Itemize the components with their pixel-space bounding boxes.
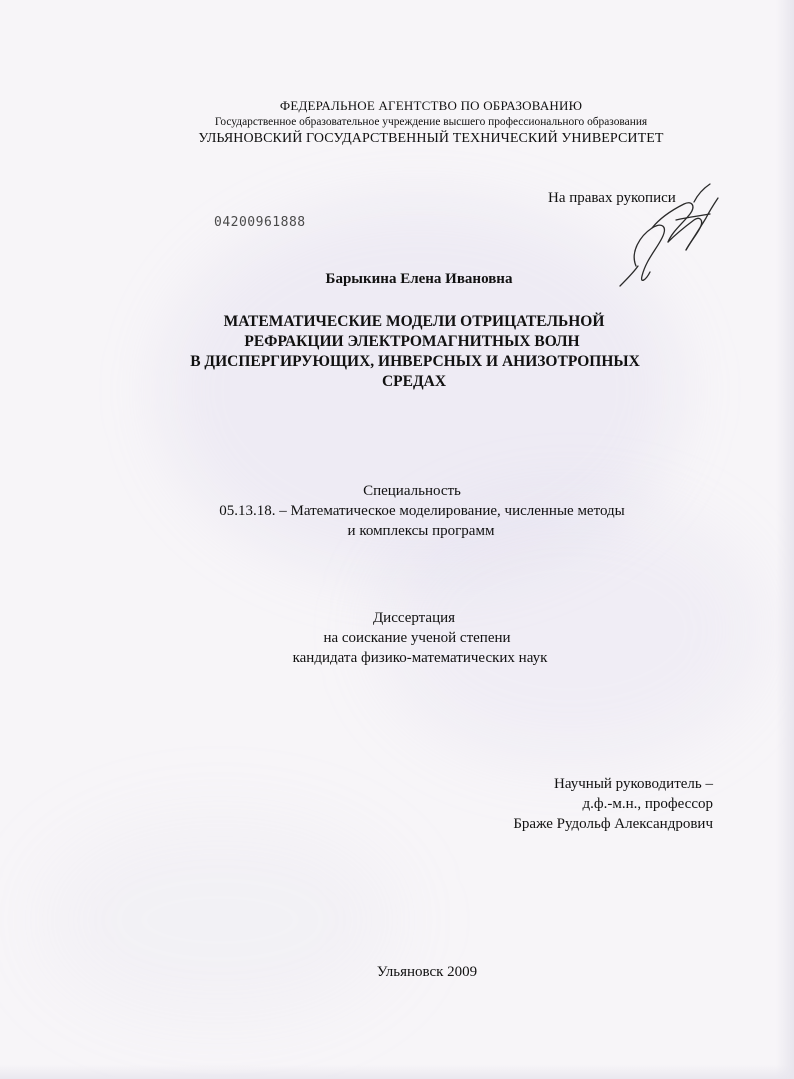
specialty-code: 05.13.18. – Математическое моделирование, численные методы (219, 503, 625, 519)
scan-edge-shadow (0, 1065, 794, 1079)
supervisor-block (513, 774, 713, 834)
paper-stain (40, 820, 400, 1020)
degree-purpose: на соискание ученой степени (323, 630, 511, 646)
specialty-label: Специальность (363, 483, 461, 499)
title-line: МАТЕМАТИЧЕСКИЕ МОДЕЛИ ОТРИЦАТЕЛЬНОЙ (223, 313, 605, 330)
title-line: РЕФРАКЦИИ ЭЛЕКТРОМАГНИТНЫХ ВОЛН (244, 333, 580, 350)
institution-line: Государственное образовательное учреждение высшего профессионального образования (214, 116, 648, 128)
supervisor-degree: д.ф.-м.н., профессор (582, 796, 713, 812)
archive-code: 04200961888 (214, 215, 306, 230)
supervisor-name: Браже Рудольф Александрович (513, 816, 713, 832)
rights-notice: На правах рукописи (548, 190, 676, 206)
degree-block (0, 608, 794, 668)
specialty-continuation: и комплексы программ (347, 523, 495, 539)
title-line: В ДИСПЕРГИРУЮЩИХ, ИНВЕРСНЫХ И АНИЗОТРОПНЫХ (190, 353, 640, 370)
title-line: СРЕДАХ (381, 373, 447, 390)
author-name: Барыкина Елена Ивановна (325, 271, 513, 287)
agency-heading: ФЕДЕРАЛЬНОЕ АГЕНТСТВО ПО ОБРАЗОВАНИЮ (279, 98, 583, 113)
document-type: Диссертация (372, 610, 456, 626)
city-year: Ульяновск 2009 (376, 964, 478, 980)
university-name: УЛЬЯНОВСКИЙ ГОСУДАРСТВЕННЫЙ ТЕХНИЧЕСКИЙ УНИВЕРСИТЕТ (198, 131, 664, 146)
dissertation-title (0, 312, 794, 392)
specialty-block (0, 481, 794, 541)
degree-name: кандидата физико-математических наук (292, 650, 548, 666)
supervisor-role: Научный руководитель – (554, 776, 713, 792)
